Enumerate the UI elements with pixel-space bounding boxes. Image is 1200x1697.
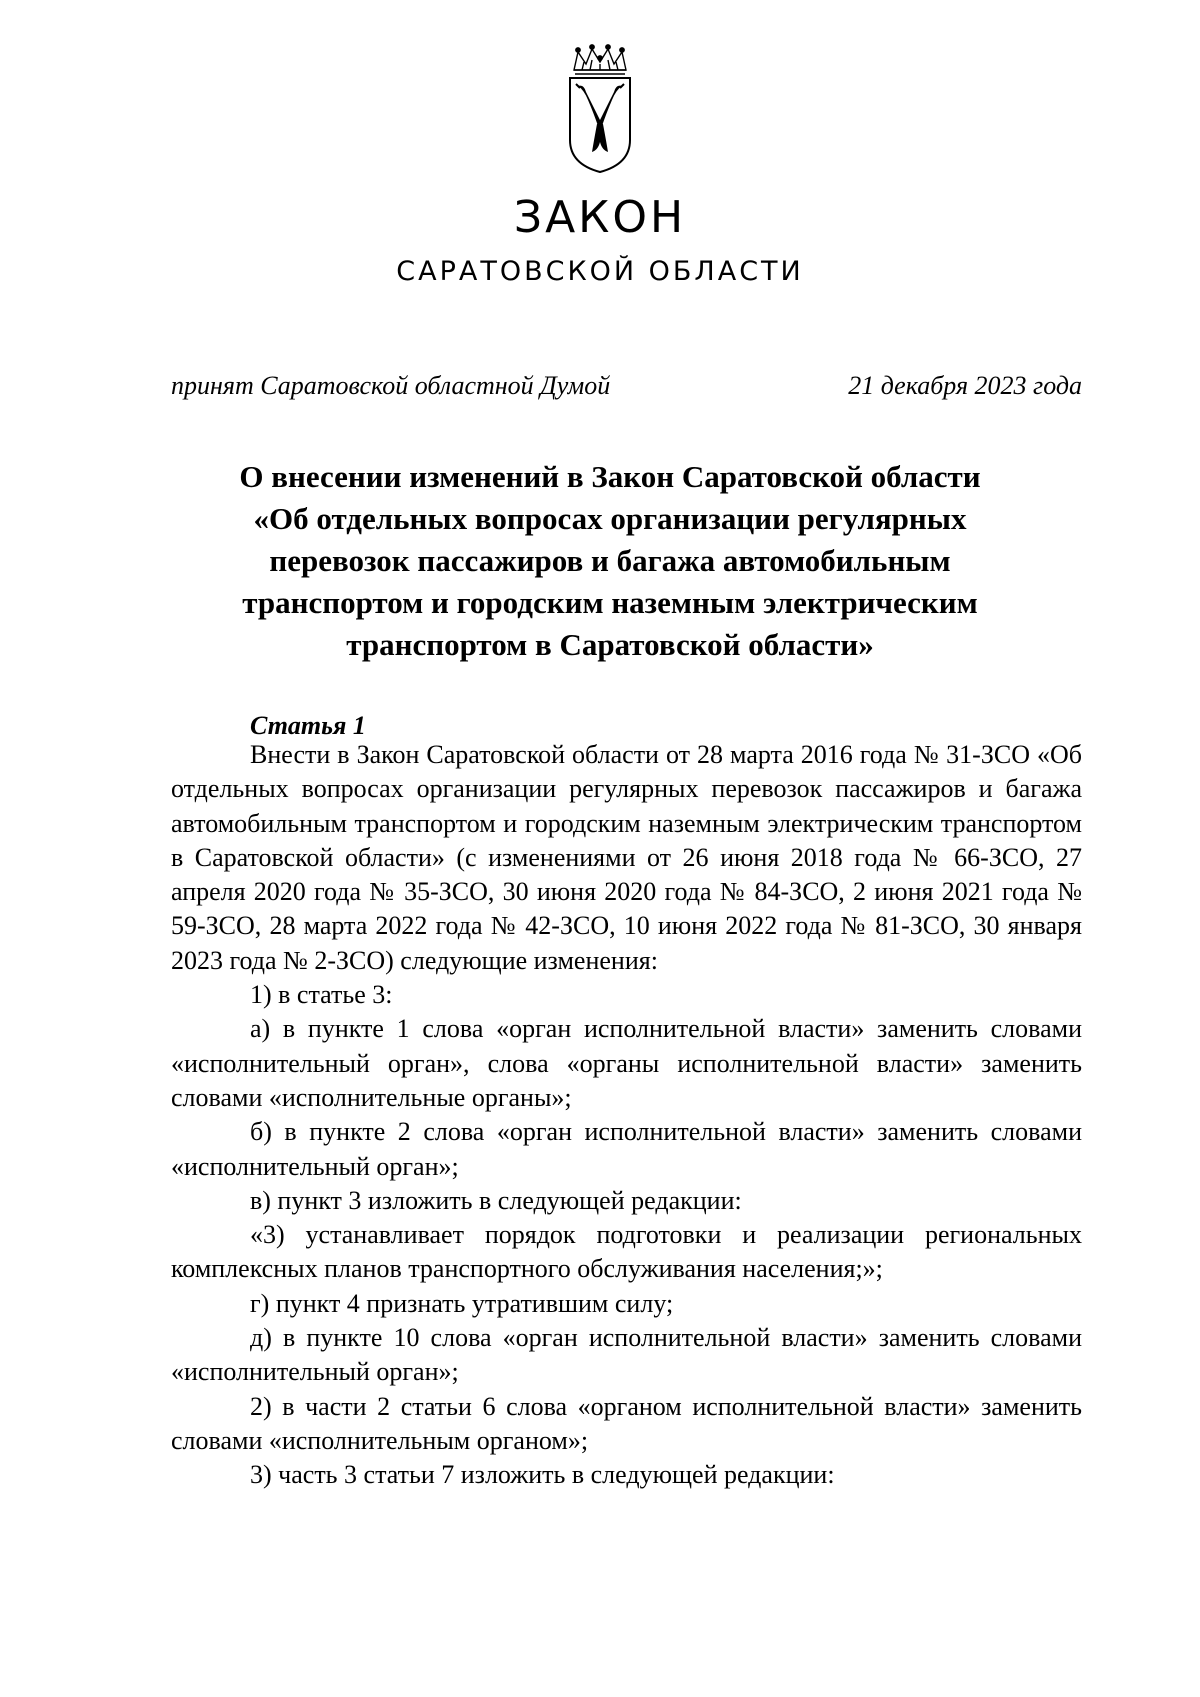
law-type-heading: ЗАКОН: [513, 192, 687, 243]
adoption-date: 21 декабря 2023 года: [848, 371, 1082, 400]
amendment-item: в) пункт 3 изложить в следующей редакции:: [250, 1185, 742, 1215]
region-heading: САРАТОВСКОЙ ОБЛАСТИ: [396, 256, 804, 287]
title-line: О внесении изменений в Закон Саратовской области: [239, 459, 981, 494]
amendment-item: 3) часть 3 статьи 7 изложить в следующей редакции:: [250, 1460, 835, 1490]
adopted-by: принят Саратовской областной Думой: [171, 371, 611, 400]
title-line: транспортом в Саратовской области»: [346, 627, 874, 662]
article-body: [171, 738, 1082, 1493]
amendment-item: 1) в статье 3:: [250, 980, 393, 1010]
article-intro-paragraph: Внести в Закон Саратовской области от 28 марта 2016 года № 31-ЗСО «Об отдельных вопросах организации регулярных перевозок пассажиров и багажа автомобильным транспортом и городским наземным электрическим транспортом в Саратовской области» (с изменениями от 26 июня 2018 года № 66-ЗСО, 27 апреля 2020 года № 35-ЗСО, 30 июня 2020 года № 84-ЗСО, 2 июня 2021 года № 59-ЗСО, 28 марта 2022 года № 42-ЗСО, 10 июня 2022 года № 81-ЗСО, 30 января 2023 года № 2-ЗСО) следующие изменения:: [171, 740, 1082, 975]
adoption-line: [171, 366, 1082, 406]
title-line: «Об отдельных вопросах организации регулярных: [253, 501, 967, 536]
title-line: перевозок пассажиров и багажа автомобильным: [269, 543, 951, 578]
amendment-item: б) в пункте 2 слова «орган исполнительной власти» заменить словами «исполнительный орган»;: [171, 1117, 1082, 1181]
saratov-coat-of-arms-icon: [564, 44, 636, 174]
amendment-item: 2) в части 2 статьи 6 слова «органом исполнительной власти» заменить словами «исполнительным органом»;: [171, 1391, 1082, 1455]
article-heading: Статья 1: [250, 711, 366, 740]
document-title: [160, 456, 1060, 666]
title-line: транспортом и городским наземным электрическим: [242, 585, 978, 620]
amendment-item: а) в пункте 1 слова «орган исполнительной власти» заменить словами «исполнительный орган», слова «органы исполнительной власти» заменить словами «исполнительные органы»;: [171, 1014, 1082, 1112]
amendment-item: г) пункт 4 признать утратившим силу;: [250, 1288, 674, 1318]
amendment-item: д) в пункте 10 слова «орган исполнительной власти» заменить словами «исполнительный орган»;: [171, 1323, 1082, 1387]
amendment-item: «3) устанавливает порядок подготовки и реализации региональных комплексных планов транспортного обслуживания населения;»;: [171, 1220, 1082, 1284]
